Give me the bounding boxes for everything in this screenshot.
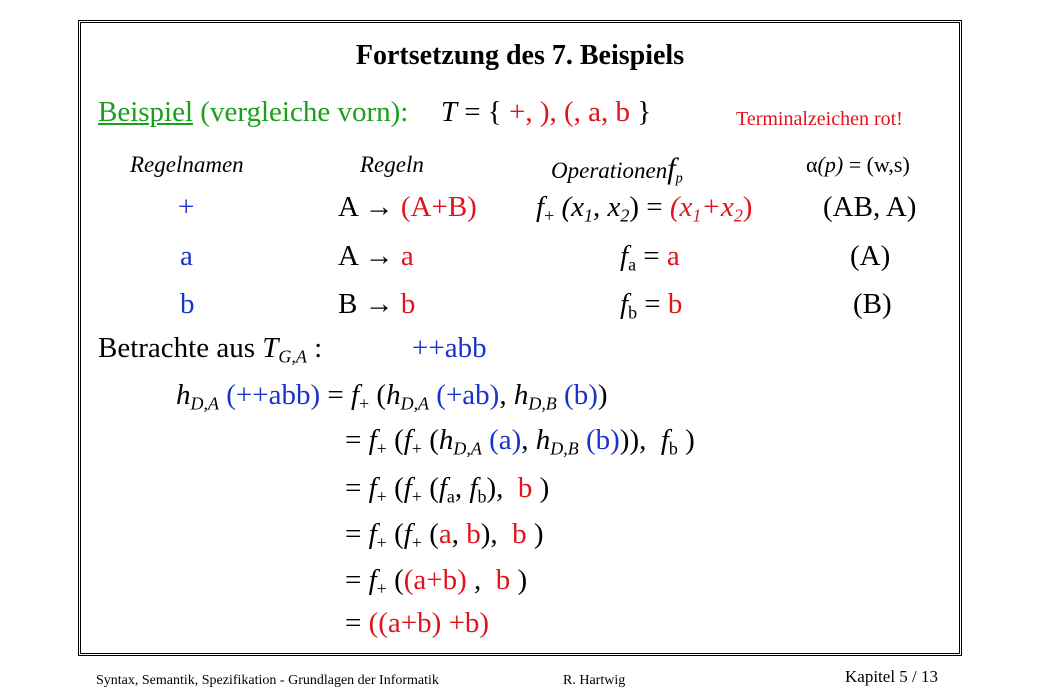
derivation-line-5: = $f_+$ ((a+b) , b ) xyxy=(345,564,528,599)
terminal-symbols: +, ), (, a, b xyxy=(508,96,631,128)
arrow-icon: → xyxy=(364,191,394,223)
op-a: $f_a = a$ xyxy=(620,240,680,275)
consider-line: Betrachte aus $T_{G,A}$ : xyxy=(98,332,323,367)
rule-name-plus: + xyxy=(178,191,195,223)
example-link[interactable]: Beispiel xyxy=(98,96,194,128)
footer-course: Syntax, Semantik, Spezifikation - Grundlagen der Informatik xyxy=(96,673,439,688)
arrow-icon: → xyxy=(364,288,394,320)
terminal-note: Terminalzeichen rot! xyxy=(736,108,903,130)
arrow-icon: → xyxy=(364,240,394,272)
rule-a: A → a xyxy=(338,240,414,272)
alpha-b: (B) xyxy=(853,288,892,320)
terminal-set-open: = { xyxy=(456,96,509,128)
intro-text: (vergleiche vorn): xyxy=(193,96,409,128)
op-plus: $f_+$ ($x_1$, $x_2) = (x_1+x_2)$ xyxy=(536,191,753,226)
op-b: $f_b = b$ xyxy=(620,288,683,323)
rule-b: B → b xyxy=(338,288,416,320)
rule-name-a: a xyxy=(180,240,193,272)
derivation-line-3: = $f_+$ ($f_+$ ($f_a$, $f_b$), b ) xyxy=(345,472,550,507)
intro-line xyxy=(98,98,651,127)
alpha-a: (A) xyxy=(850,240,891,272)
header-operationen: Operationenf$_p$ xyxy=(551,152,683,187)
footer-author: R. Hartwig xyxy=(563,673,626,688)
rule-plus: A → (A+B) xyxy=(338,191,477,223)
terminal-set-T: T xyxy=(440,96,457,128)
consider-word: ++abb xyxy=(412,332,487,364)
alpha-plus: (AB, A) xyxy=(823,191,917,223)
header-alpha: α(p) = (w,s) xyxy=(806,152,910,177)
derivation-line-2: = $f_+$ ($f_+$ ($h_{D,A}$ (a), $h_{D,B}$ (b))), $f_b$ ) xyxy=(345,424,695,459)
terminal-set-close: } xyxy=(630,96,652,128)
rule-name-b: b xyxy=(180,288,195,320)
derivation-line-1: $h_{D,A}$ $(++abb) = f_+$ ($h_{D,A}$ (+ab), $h_{D,B}$ (b)) xyxy=(176,379,608,414)
footer-chapter: Kapitel 5 / 13 xyxy=(845,667,939,686)
slide-title: Fortsetzung des 7. Beispiels xyxy=(355,40,685,71)
derivation-line-4: = $f_+$ ($f_+$ (a, b), b ) xyxy=(345,518,544,553)
header-regeln: Regeln xyxy=(360,152,424,177)
header-regelnamen: Regelnamen xyxy=(130,152,244,177)
derivation-result: = ((a+b) +b) xyxy=(345,607,490,639)
